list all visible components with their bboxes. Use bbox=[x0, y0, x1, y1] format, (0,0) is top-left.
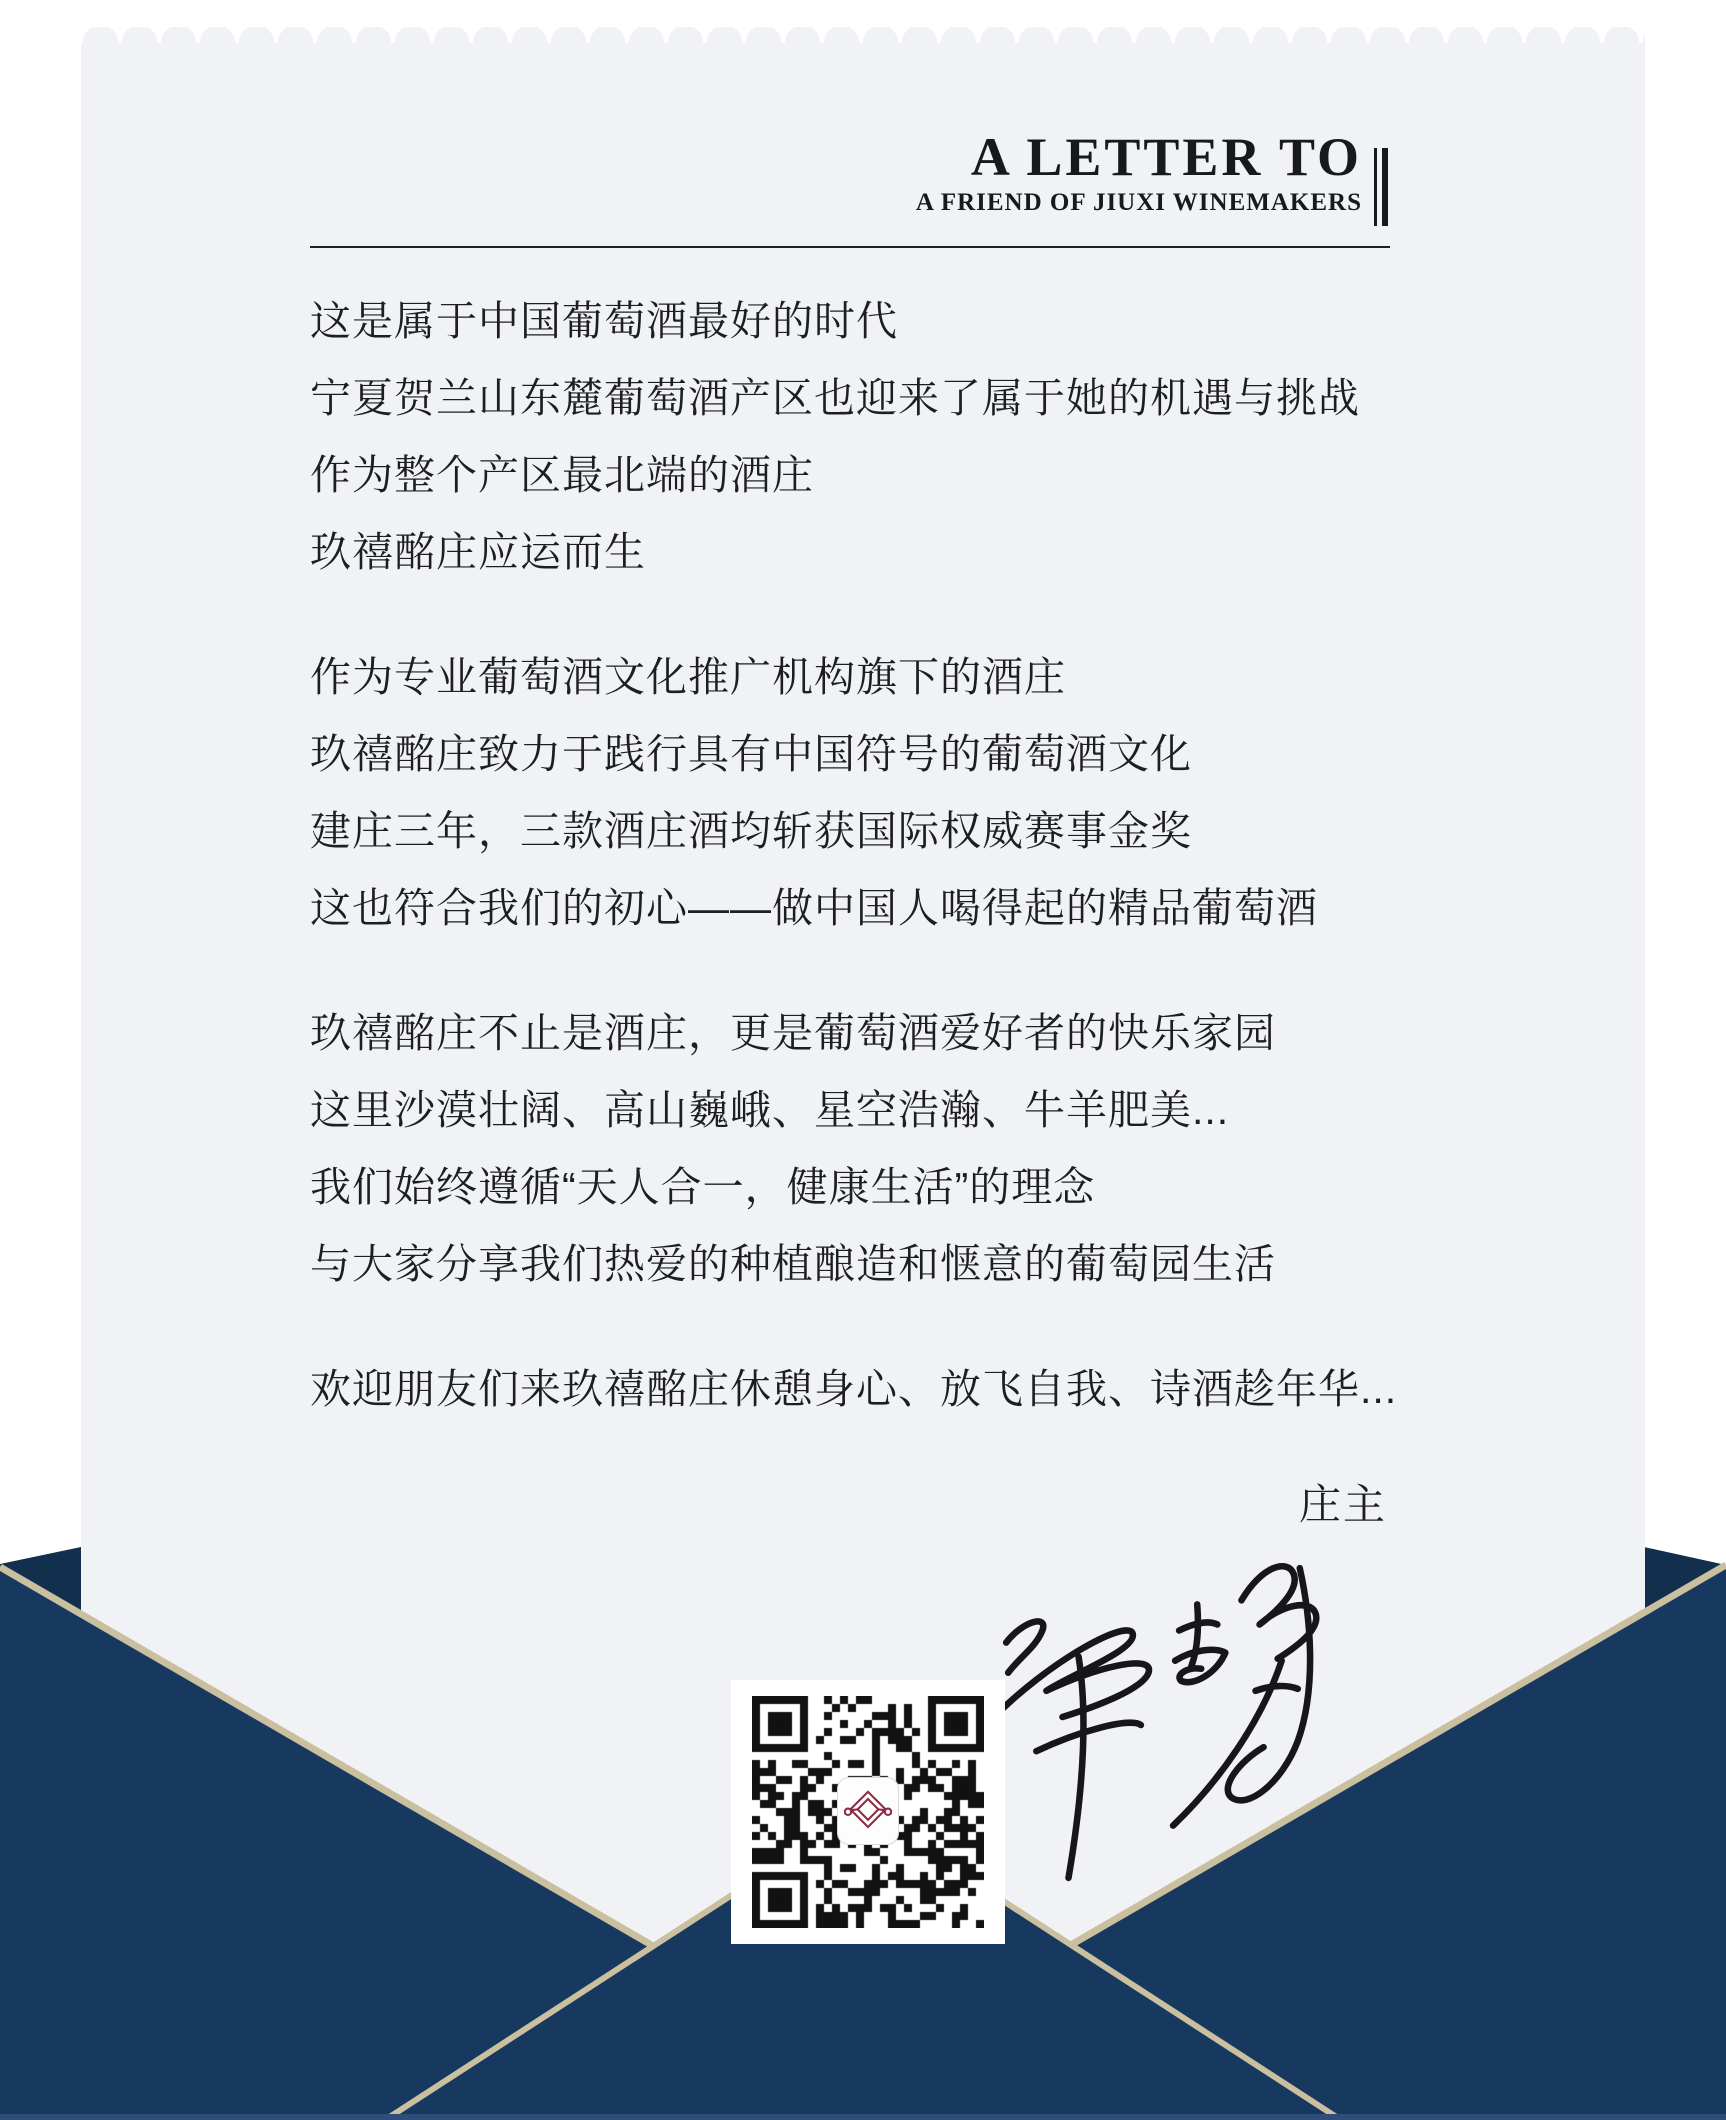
owner-signature-script bbox=[978, 1538, 1340, 1900]
paragraph-4 bbox=[310, 1351, 1510, 1428]
header-divider-rule bbox=[310, 246, 1390, 248]
letter-body bbox=[310, 283, 1510, 1428]
letter-line: 玖禧酩庄不止是酒庄，更是葡萄酒爱好者的快乐家园 bbox=[310, 1010, 1276, 1056]
winery-logo-badge bbox=[837, 1777, 899, 1845]
letter-line: 我们始终遵循“天人合一，健康生活”的理念 bbox=[310, 1164, 1096, 1210]
header-title: A LETTER TO bbox=[970, 127, 1362, 187]
paragraph-2 bbox=[310, 639, 1510, 947]
letter-line: 这里沙漠壮阔、高山巍峨、星空浩瀚、牛羊肥美... bbox=[310, 1087, 1230, 1133]
bottom-edge-highlight bbox=[0, 2114, 1726, 2120]
letter-line: 宁夏贺兰山东麓葡萄酒产区也迎来了属于她的机遇与挑战 bbox=[310, 375, 1360, 421]
wechat-qr-panel bbox=[731, 1680, 1005, 1944]
paragraph-1 bbox=[310, 283, 1510, 591]
paper-scalloped-edge bbox=[81, 27, 1645, 43]
letter-line: 这是属于中国葡萄酒最好的时代 bbox=[310, 298, 898, 344]
letter-line: 玖禧酩庄应运而生 bbox=[310, 529, 646, 575]
closing-label: 庄主 bbox=[1298, 1481, 1387, 1528]
letter-line: 建庄三年，三款酒庄酒均斩获国际权威赛事金奖 bbox=[310, 808, 1192, 854]
letter-line: 作为专业葡萄酒文化推广机构旗下的酒庄 bbox=[310, 654, 1066, 700]
winery-knot-logo-icon bbox=[844, 1785, 892, 1837]
header-subtitle: A FRIEND OF JIUXI WINEMAKERS bbox=[915, 189, 1362, 216]
letter-line: 与大家分享我们热爱的种植酿造和惬意的葡萄园生活 bbox=[310, 1241, 1276, 1287]
paragraph-3 bbox=[310, 995, 1510, 1303]
letter-header bbox=[310, 127, 1362, 218]
bar-thin bbox=[1374, 148, 1377, 226]
header-double-bar-ornament bbox=[1374, 148, 1388, 226]
letter-line: 作为整个产区最北端的酒庄 bbox=[310, 452, 814, 498]
bar-thick bbox=[1382, 148, 1388, 226]
letter-line: 玖禧酩庄致力于践行具有中国符号的葡萄酒文化 bbox=[310, 731, 1192, 777]
letter-line: 欢迎朋友们来玖禧酩庄休憩身心、放飞自我、诗酒趁年华... bbox=[310, 1366, 1398, 1412]
letter-line: 这也符合我们的初心——做中国人喝得起的精品葡萄酒 bbox=[310, 885, 1318, 931]
